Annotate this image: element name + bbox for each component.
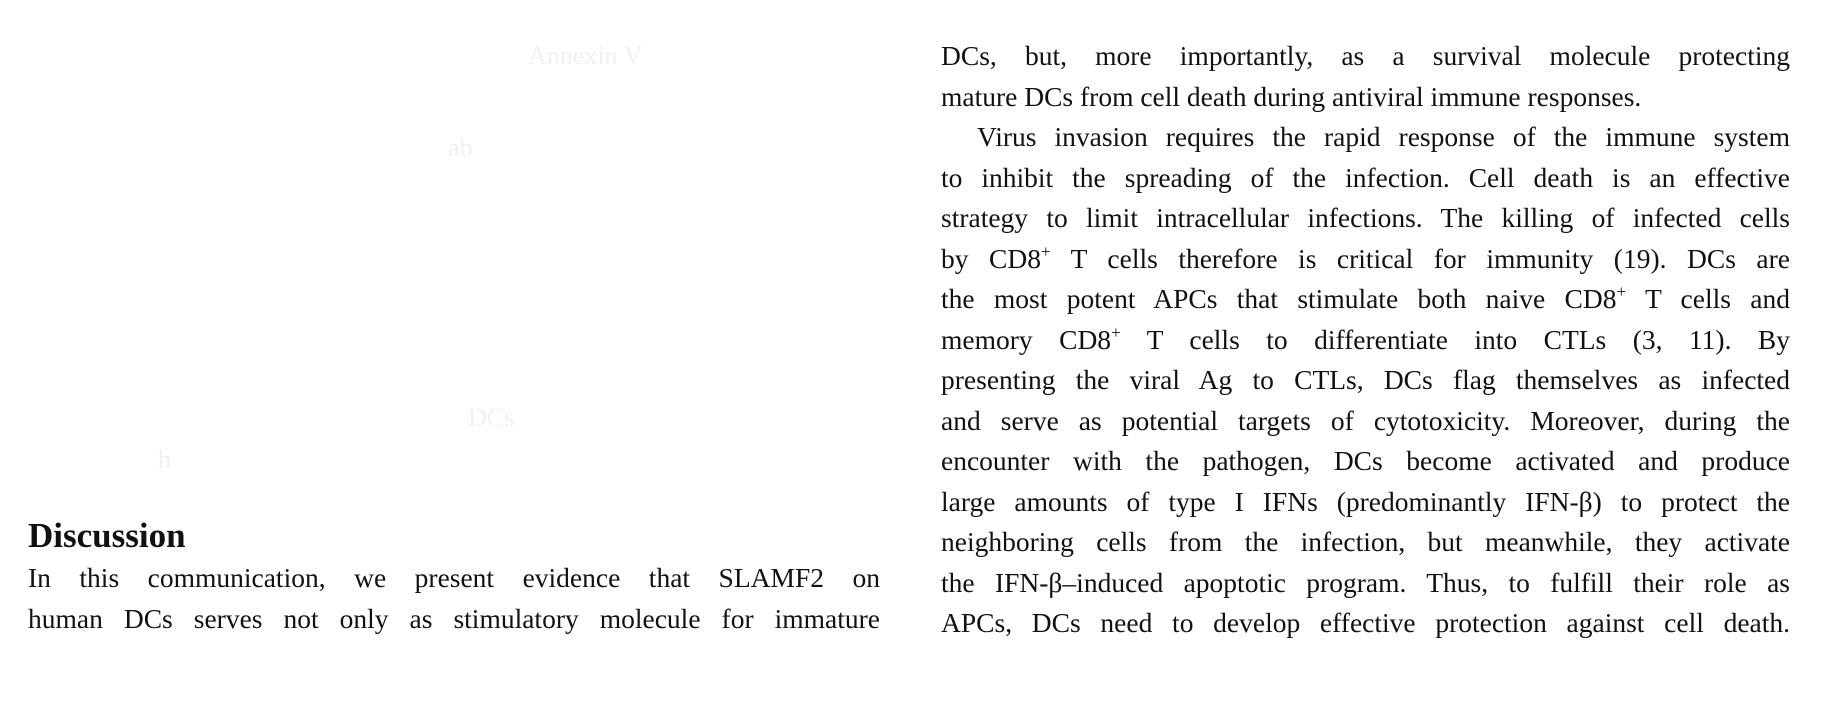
body-paragraph <box>941 117 1790 644</box>
text-line: presenting the viral Ag to CTLs, DCs flag themselves as infected <box>941 364 1790 395</box>
text-line <box>941 239 1790 280</box>
text-fragment: T cells and <box>1644 283 1790 314</box>
text-line <box>941 320 1790 361</box>
text-line: encounter with the pathogen, DCs become activated and produce <box>941 445 1790 476</box>
text-fragment: by CD8 <box>941 242 1041 274</box>
text-fragment: the most potent APCs that stimulate both naive CD8 <box>941 283 1617 314</box>
text-line: In this communication, we present evidence that SLAMF2 on <box>28 562 880 593</box>
text-fragment: T cells to differentiate into CTLs (3, 11). By <box>1146 323 1790 355</box>
discussion-paragraph <box>28 558 880 639</box>
text-line: APCs, DCs need to develop effective protection against cell death. <box>941 607 1790 638</box>
text-line: to inhibit the spreading of the infection. Cell death is an effective <box>941 161 1790 193</box>
superscript-plus: + <box>1616 282 1627 301</box>
faint-figure-text: Annexin V <box>528 41 643 70</box>
text-line: large amounts of type I IFNs (predominantly IFN-β) to protect the <box>941 485 1790 517</box>
faint-figure-text: DCs <box>468 403 515 432</box>
text-line: mature DCs from cell death during antiviral immune responses. <box>941 80 1642 112</box>
text-line: DCs, but, more importantly, as a survival molecule protecting <box>941 40 1790 71</box>
continued-paragraph <box>941 36 1790 117</box>
faint-figure-text: h <box>158 445 171 474</box>
text-fragment: memory CD8 <box>941 323 1112 355</box>
text-line <box>941 279 1790 320</box>
text-fragment: T cells therefore is critical for immunity (19). DCs are <box>1070 242 1790 274</box>
text-line: human DCs serves not only as stimulatory molecule for immature <box>28 602 880 634</box>
faint-figure-text: ab <box>448 133 473 162</box>
text-line: neighboring cells from the infection, but meanwhile, they activate <box>941 526 1790 557</box>
superscript-plus: + <box>1040 241 1051 261</box>
superscript-plus: + <box>1111 322 1121 342</box>
text-line: Virus invasion requires the rapid response of the immune system <box>977 121 1790 152</box>
text-line: the IFN-β–induced apoptotic program. Thus, to fulfill their role as <box>941 566 1790 598</box>
text-line: and serve as potential targets of cytotoxicity. Moreover, during the <box>941 404 1790 436</box>
section-heading: Discussion <box>28 516 186 555</box>
text-line: strategy to limit intracellular infections. The killing of infected cells <box>941 202 1790 233</box>
